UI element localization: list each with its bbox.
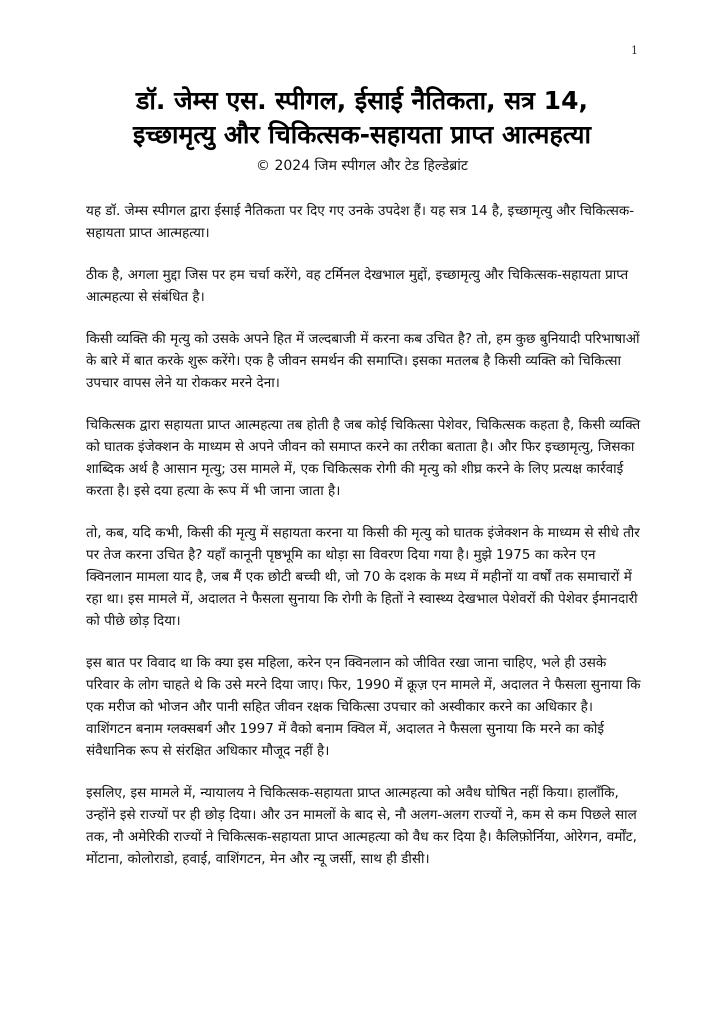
title-line-1: डॉ. जेम्स एस. स्पीगल, ईसाई नैतिकता, सत्र 14, [136,86,588,115]
paragraph-physician-assisted: चिकित्सक द्वारा सहायता प्राप्त आत्महत्या तब होती है जब कोई चिकित्सा पेशेवर, चिकित्सक कहता है, किसी व्यक्ति को घातक इंजेक्शन के माध्यम से अपने जीवन को समाप्त करने का तरीका बताता है। और फिर इच्छामृत्यु, जिसका शाब्दिक अर्थ है आसान मृत्यु; उस मामले में, एक चिकित्सक रोगी की मृत्यु को शीघ्र करने के लिए प्रत्यक्ष कार्रवाई करता है। इसे दया हत्या के रूप में भी जाना जाता है। [86,417,641,499]
title-line-2: इच्छामृत्यु और चिकित्सक-सहायता प्राप्त आत्महत्या [133,120,591,149]
document-body [86,200,642,890]
paragraph-legal-background: तो, कब, यदि कभी, किसी की मृत्यु में सहायता करना या किसी की मृत्यु को घातक इंजेक्शन के माध्यम से सीधे तौर पर तेज करना उचित है? यहाँ कानूनी पृष्ठभूमि का थोड़ा सा विवरण दिया गया है। मुझे 1975 का करेन एन क्विनलान मामला याद है, जब मैं एक छोटी बच्ची थी, जो 70 के दशक के मध्य में महीनों या वर्षों तक समाचारों में रहा था। इस मामले में, अदालत ने फैसला सुनाया कि रोगी के हितों ने स्वास्थ्य देखभाल पेशेवरों की पेशेवर ईमानदारी को पीछे छोड़ दिया। [86,525,640,629]
paragraph-topic: ठीक है, अगला मुद्दा जिस पर हम चर्चा करेंगे, वह टर्मिनल देखभाल मुद्दों, इच्छामृत्यु और चिकित्सक-सहायता प्राप्त आत्महत्या से संबंधित है। [86,267,629,305]
paragraph-definitions: किसी व्यक्ति की मृत्यु को उसके अपने हित में जल्दबाजी में करना कब उचित है? तो, हम कुछ बुनियादी परिभाषाओं के बारे में बात करके शुरू करेंगे। एक है जीवन समर्थन की समाप्ति। इसका मतलब है किसी व्यक्ति को चिकित्सा उपचार वापस लेने या रोककर मरने देना। [86,331,640,391]
document-title [60,84,664,152]
paragraph-intro: यह डॉ. जेम्स स्पीगल द्वारा ईसाई नैतिकता पर दिए गए उनके उपदेश हैं। यह सत्र 14 है, इच्छामृत्यु और चिकित्सक-सहायता प्राप्त आत्महत्या। [86,203,635,241]
page-number: 1 [631,44,638,57]
paragraph-court-cases: इस बात पर विवाद था कि क्या इस महिला, करेन एन क्विनलान को जीवित रखा जाना चाहिए, भले ही उसके परिवार के लोग चाहते थे कि उसे मरने दिया जाए। फिर, 1990 में क्रूज़ एन मामले में, अदालत ने फैसला सुनाया कि एक मरीज को भोजन और पानी सहित जीवन रक्षक चिकित्सा उपचार को अस्वीकार करने का अधिकार है। वाशिंगटन बनाम ग्लक्सबर्ग और 1997 में वैको बनाम क्विल में, अदालत ने फैसला सुनाया कि मरने का कोई संवैधानिक रूप से संरक्षित अधिकार मौजूद नहीं है। [86,655,641,759]
paragraph-states: इसलिए, इस मामले में, न्यायालय ने चिकित्सक-सहायता प्राप्त आत्महत्या को अवैध घोषित नहीं किया। हालाँकि, उन्होंने इसे राज्यों पर ही छोड़ दिया। और उन मामलों के बाद से, नौ अलग-अलग राज्यों ने, कम से कम पिछले साल तक, नौ अमेरिकी राज्यों ने चिकित्सक-सहायता प्राप्त आत्महत्या को वैध कर दिया है। कैलिफ़ोर्निया, ओरेगन, वर्मोंट, मोंटाना, कोलोराडो, हवाई, वाशिंगटन, मेन और न्यू जर्सी, साथ ही डीसी। [86,785,637,867]
copyright-notice: © 2024 जिम स्पीगल और टेड हिल्डेब्रांट [256,158,468,174]
